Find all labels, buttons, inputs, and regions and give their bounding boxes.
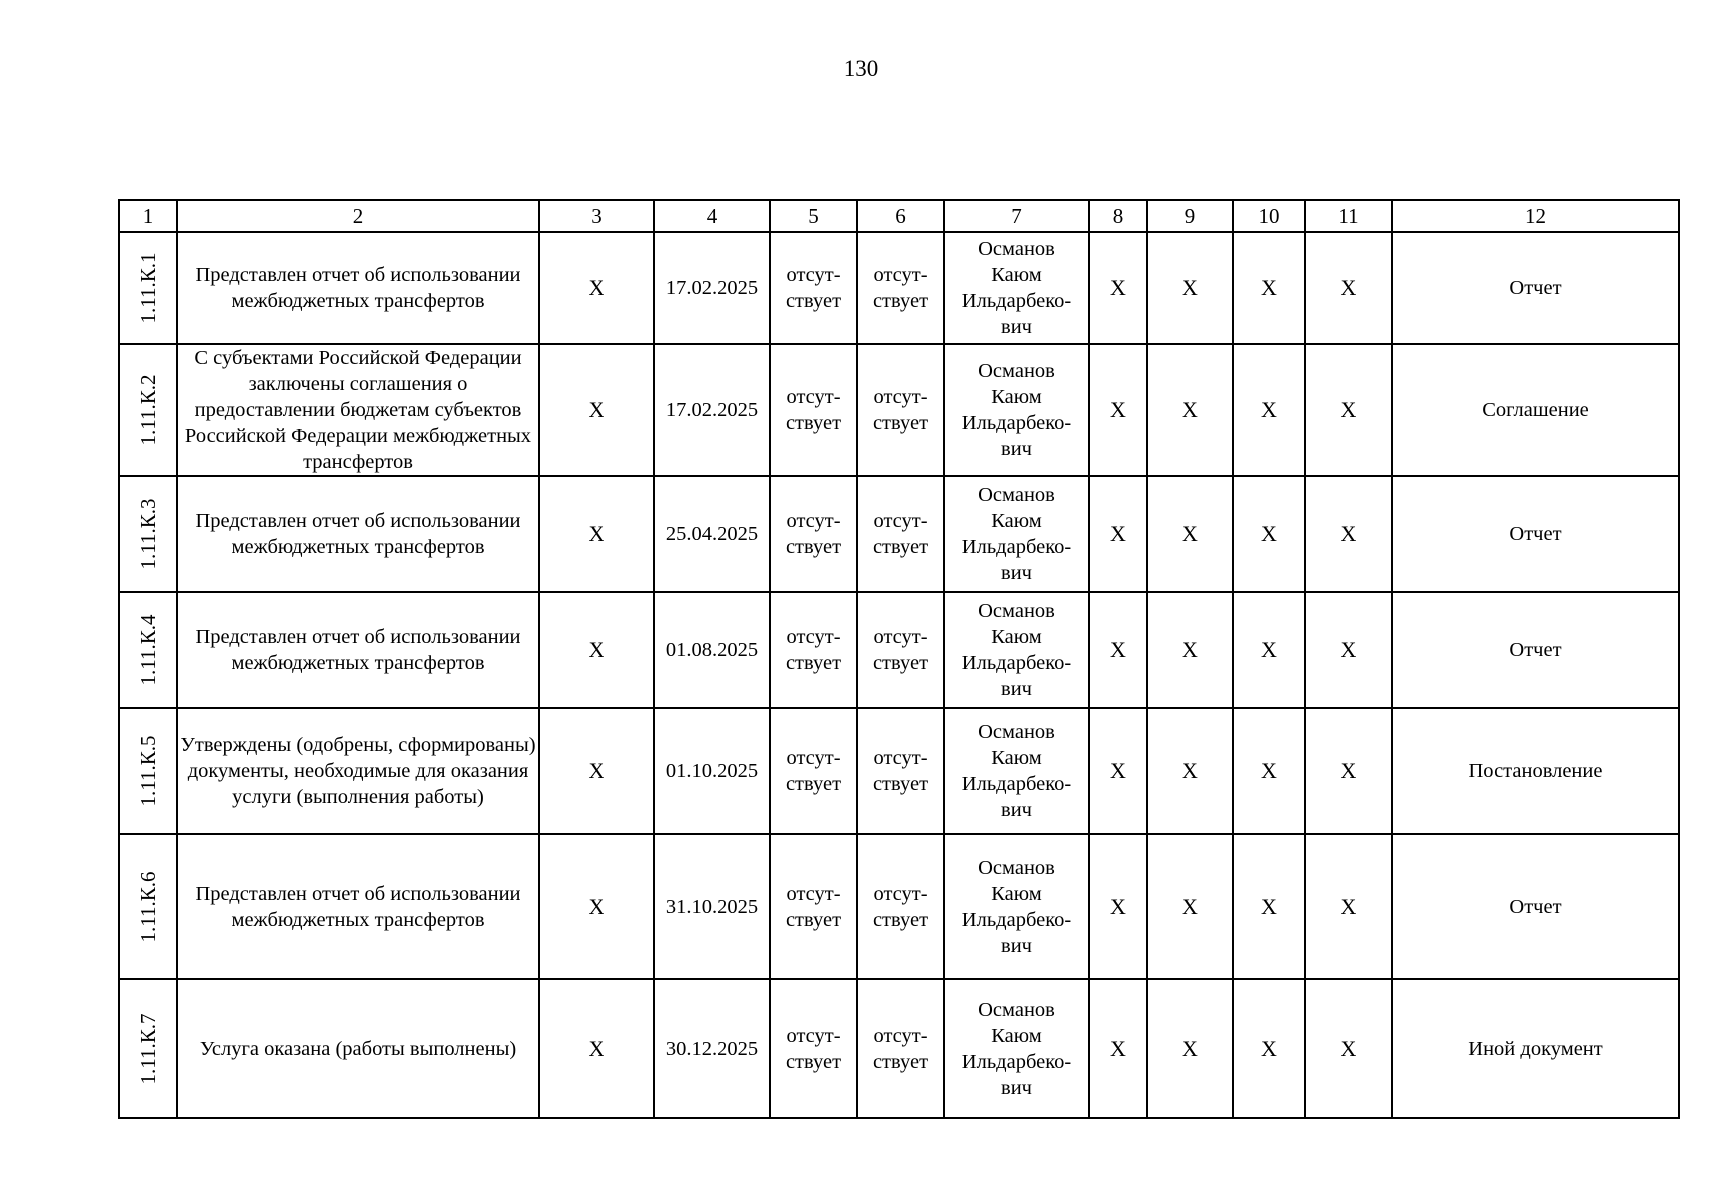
col11-cell: X (1305, 344, 1392, 476)
col6-cell (857, 476, 944, 592)
document-type-cell: Отчет (1392, 476, 1679, 592)
col10-cell: X (1233, 834, 1305, 979)
status-line: отсут- (786, 626, 841, 648)
person-line: Каюм (991, 1024, 1042, 1047)
col8-cell: X (1089, 979, 1147, 1118)
col6-cell (857, 834, 944, 979)
col5-cell (770, 476, 857, 592)
header-row (119, 200, 1679, 232)
responsible-person-cell (944, 476, 1089, 592)
col9-cell: X (1147, 344, 1233, 476)
row-code: 1.11.К.2 (136, 374, 160, 446)
column-header: 3 (539, 200, 654, 232)
column-header: 10 (1233, 200, 1305, 232)
responsible-person-cell (944, 232, 1089, 344)
responsible-person-cell (944, 979, 1089, 1118)
person-line: Каюм (991, 264, 1042, 286)
col11-cell: X (1305, 476, 1392, 592)
column-header: 9 (1147, 200, 1233, 232)
responsible-person-cell (944, 344, 1089, 476)
person-line: Каюм (991, 626, 1042, 648)
description-cell: Представлен отчет об использовании межбюджетных трансфертов (177, 232, 539, 344)
control-points-table (118, 199, 1680, 1119)
document-type-cell: Отчет (1392, 592, 1679, 708)
table-body (119, 232, 1679, 1118)
col6-cell (857, 232, 944, 344)
person-line: вич (1001, 934, 1032, 957)
description-cell: С субъектами Российской Федерации заключены соглашения о предоставлении бюджетам субъектов Российской Федерации межбюджетных трансфертов (177, 344, 539, 476)
person-line: Каюм (991, 747, 1042, 769)
column-header: 7 (944, 200, 1089, 232)
row-code-cell (119, 979, 177, 1118)
col11-cell: X (1305, 979, 1392, 1118)
status-line: ствует (872, 652, 929, 674)
person-line: Ильдарбеко- (961, 290, 1072, 312)
person-line: Османов (978, 360, 1055, 382)
col9-cell: X (1147, 834, 1233, 979)
person-line: вич (1001, 438, 1032, 460)
status-line: отсут- (873, 386, 928, 408)
col9-cell: X (1147, 476, 1233, 592)
date-cell: 01.08.2025 (654, 592, 770, 708)
table-row (119, 232, 1679, 344)
status-line: отсут- (786, 882, 841, 905)
status-line: ствует (785, 908, 842, 931)
table-row (119, 708, 1679, 834)
status-line: ствует (872, 1050, 929, 1073)
col9-cell: X (1147, 232, 1233, 344)
date-cell: 17.02.2025 (654, 344, 770, 476)
col3-cell: X (539, 592, 654, 708)
person-line: Ильдарбеко- (961, 773, 1072, 795)
person-line: вич (1001, 562, 1032, 584)
status-line: ствует (785, 652, 842, 674)
document-type-cell: Соглашение (1392, 344, 1679, 476)
person-line: Османов (978, 998, 1055, 1021)
col8-cell: X (1089, 344, 1147, 476)
status-line: отсут- (873, 1024, 928, 1047)
column-header: 1 (119, 200, 177, 232)
row-code: 1.11.К.5 (136, 735, 160, 807)
status-line: ствует (785, 412, 842, 434)
col5-cell (770, 592, 857, 708)
row-code: 1.11.К.4 (136, 614, 160, 686)
description-cell: Услуга оказана (работы выполнены) (177, 979, 539, 1118)
person-line: вич (1001, 1076, 1032, 1099)
col8-cell: X (1089, 834, 1147, 979)
col3-cell: X (539, 979, 654, 1118)
table-row (119, 592, 1679, 708)
status-line: отсут- (873, 882, 928, 905)
col11-cell: X (1305, 708, 1392, 834)
status-line: ствует (785, 536, 842, 558)
col11-cell: X (1305, 232, 1392, 344)
person-line: Ильдарбеко- (961, 1050, 1072, 1073)
status-line: отсут- (873, 626, 928, 648)
person-line: Ильдарбеко- (961, 908, 1072, 931)
col3-cell: X (539, 834, 654, 979)
document-type-cell: Отчет (1392, 834, 1679, 979)
column-header: 2 (177, 200, 539, 232)
person-line: Каюм (991, 510, 1042, 532)
col9-cell: X (1147, 592, 1233, 708)
column-header: 12 (1392, 200, 1679, 232)
col3-cell: X (539, 476, 654, 592)
person-line: Османов (978, 721, 1055, 743)
person-line: Ильдарбеко- (961, 652, 1072, 674)
person-line: вич (1001, 799, 1032, 821)
status-line: ствует (872, 412, 929, 434)
person-line: Ильдарбеко- (961, 412, 1072, 434)
col10-cell: X (1233, 344, 1305, 476)
person-line: вич (1001, 678, 1032, 700)
col11-cell: X (1305, 592, 1392, 708)
status-line: ствует (785, 290, 842, 312)
col5-cell (770, 232, 857, 344)
col5-cell (770, 344, 857, 476)
row-code-cell (119, 344, 177, 476)
status-line: отсут- (873, 747, 928, 769)
col9-cell: X (1147, 708, 1233, 834)
person-line: Османов (978, 238, 1055, 260)
col9-cell: X (1147, 979, 1233, 1118)
status-line: ствует (872, 773, 929, 795)
status-line: ствует (872, 908, 929, 931)
row-code: 1.11.К.6 (136, 871, 160, 942)
date-cell: 31.10.2025 (654, 834, 770, 979)
col11-cell: X (1305, 834, 1392, 979)
table-row (119, 834, 1679, 979)
status-line: ствует (785, 773, 842, 795)
row-code: 1.11.К.7 (136, 1013, 160, 1084)
table-row (119, 979, 1679, 1118)
status-line: отсут- (786, 510, 841, 532)
responsible-person-cell (944, 708, 1089, 834)
col6-cell (857, 344, 944, 476)
col8-cell: X (1089, 476, 1147, 592)
table-row (119, 476, 1679, 592)
person-line: вич (1001, 316, 1032, 338)
person-line: Каюм (991, 882, 1042, 905)
description-cell: Утверждены (одобрены, сформированы) документы, необходимые для оказания услуги (выполнения работы) (177, 708, 539, 834)
col10-cell: X (1233, 708, 1305, 834)
person-line: Ильдарбеко- (961, 536, 1072, 558)
col3-cell: X (539, 344, 654, 476)
col6-cell (857, 979, 944, 1118)
col3-cell: X (539, 708, 654, 834)
col5-cell (770, 708, 857, 834)
col10-cell: X (1233, 979, 1305, 1118)
date-cell: 30.12.2025 (654, 979, 770, 1118)
person-line: Османов (978, 600, 1055, 622)
col8-cell: X (1089, 708, 1147, 834)
document-type-cell: Иной документ (1392, 979, 1679, 1118)
date-cell: 17.02.2025 (654, 232, 770, 344)
row-code-cell (119, 232, 177, 344)
person-line: Османов (978, 484, 1055, 506)
responsible-person-cell (944, 834, 1089, 979)
person-line: Каюм (991, 386, 1042, 408)
status-line: ствует (872, 290, 929, 312)
status-line: отсут- (786, 1024, 841, 1047)
description-cell: Представлен отчет об использовании межбюджетных трансфертов (177, 476, 539, 592)
person-line: Османов (978, 856, 1055, 879)
row-code: 1.11.К.1 (136, 252, 160, 324)
document-type-cell: Постановление (1392, 708, 1679, 834)
row-code-cell (119, 708, 177, 834)
status-line: отсут- (786, 386, 841, 408)
status-line: отсут- (786, 264, 841, 286)
col10-cell: X (1233, 476, 1305, 592)
status-line: отсут- (873, 264, 928, 286)
col8-cell: X (1089, 232, 1147, 344)
col5-cell (770, 834, 857, 979)
status-line: ствует (872, 536, 929, 558)
status-line: ствует (785, 1050, 842, 1073)
description-cell: Представлен отчет об использовании межбюджетных трансфертов (177, 834, 539, 979)
col6-cell (857, 708, 944, 834)
status-line: отсут- (786, 747, 841, 769)
row-code-cell (119, 476, 177, 592)
col8-cell: X (1089, 592, 1147, 708)
col10-cell: X (1233, 232, 1305, 344)
date-cell: 25.04.2025 (654, 476, 770, 592)
col6-cell (857, 592, 944, 708)
column-header: 11 (1305, 200, 1392, 232)
col5-cell (770, 979, 857, 1118)
row-code: 1.11.К.3 (136, 498, 160, 570)
column-header: 4 (654, 200, 770, 232)
description-cell: Представлен отчет об использовании межбюджетных трансфертов (177, 592, 539, 708)
date-cell: 01.10.2025 (654, 708, 770, 834)
column-header: 5 (770, 200, 857, 232)
document-type-cell: Отчет (1392, 232, 1679, 344)
col10-cell: X (1233, 592, 1305, 708)
column-header: 8 (1089, 200, 1147, 232)
status-line: отсут- (873, 510, 928, 532)
responsible-person-cell (944, 592, 1089, 708)
col3-cell: X (539, 232, 654, 344)
page-number: 130 (843, 56, 879, 81)
row-code-cell (119, 834, 177, 979)
column-header: 6 (857, 200, 944, 232)
table-row (119, 344, 1679, 476)
row-code-cell (119, 592, 177, 708)
